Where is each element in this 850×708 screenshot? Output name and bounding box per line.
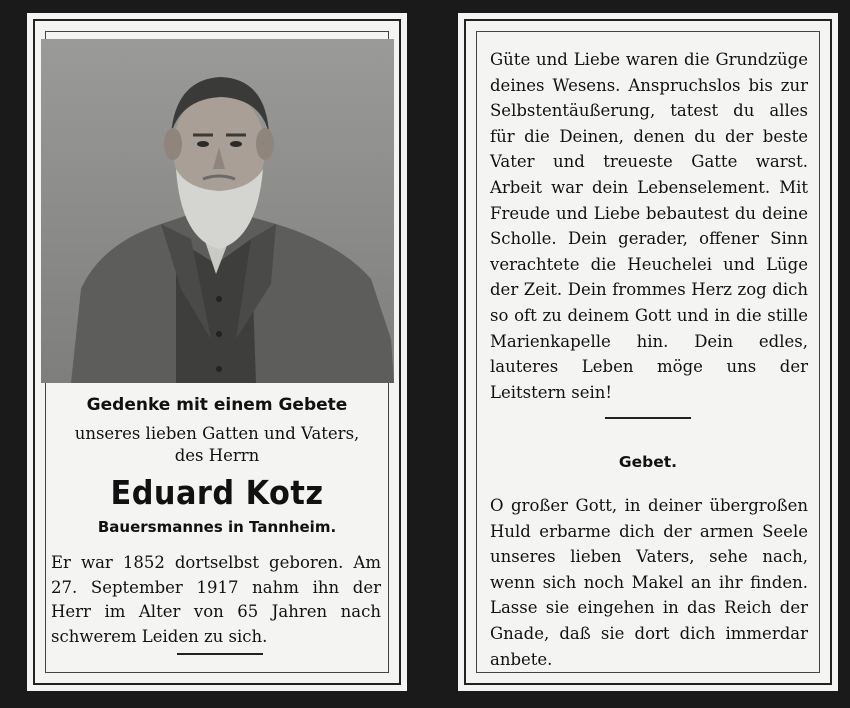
deceased-occupation: Bauersmannes in Tannheim. xyxy=(97,518,337,536)
tribute-text: Güte und Liebe waren die Grundzüge deines Wesens. Anspruchslos bis zur Selbstentäußerung, tatest du alles für die Deinen, denen du der beste Vater und treueste Gatte warst. Arbeit war dein Lebenselement. Mit Freude und Liebe bebautest du deine Scholle. Dein gerader, offener Sinn verachtete die Heuchelei und Lüge der Zeit. Dein frommes Herz zog dich so oft zu deinem Gott und in die stille Marienkapelle hin. Dein edles, lauteres Leben möge uns der Leitstern sein! xyxy=(490,50,808,402)
divider-rule xyxy=(605,417,691,419)
memorial-title-line: des Herrn xyxy=(174,446,260,465)
portrait-illustration xyxy=(41,39,394,383)
prayer-title: Gebet. xyxy=(618,453,678,471)
biography-text: Er war 1852 dortselbst geboren. Am 27. September 1917 nahm ihn der Herr im Alter von 65 Jahren nach schwerem Leiden zu sich. xyxy=(51,553,381,646)
divider-rule xyxy=(177,653,263,655)
portrait-photo xyxy=(41,39,394,383)
prayer-text: O großer Gott, in deiner übergroßen Huld erbarme dich der armen Seele unseres lieben Vaters, sehe nach, wenn sich noch Makel an ihr finden. Lasse sie eingehen in das Reich der Gnade, daß sie dort dich immerdar anbete. xyxy=(490,496,808,669)
memorial-subline: unseres lieben Gatten und Vaters, xyxy=(74,424,360,443)
right-card xyxy=(458,13,838,691)
memorial-heading: Gedenke mit einem Gebete xyxy=(86,395,348,415)
left-card xyxy=(27,13,407,691)
deceased-name: Eduard Kotz xyxy=(110,473,324,512)
